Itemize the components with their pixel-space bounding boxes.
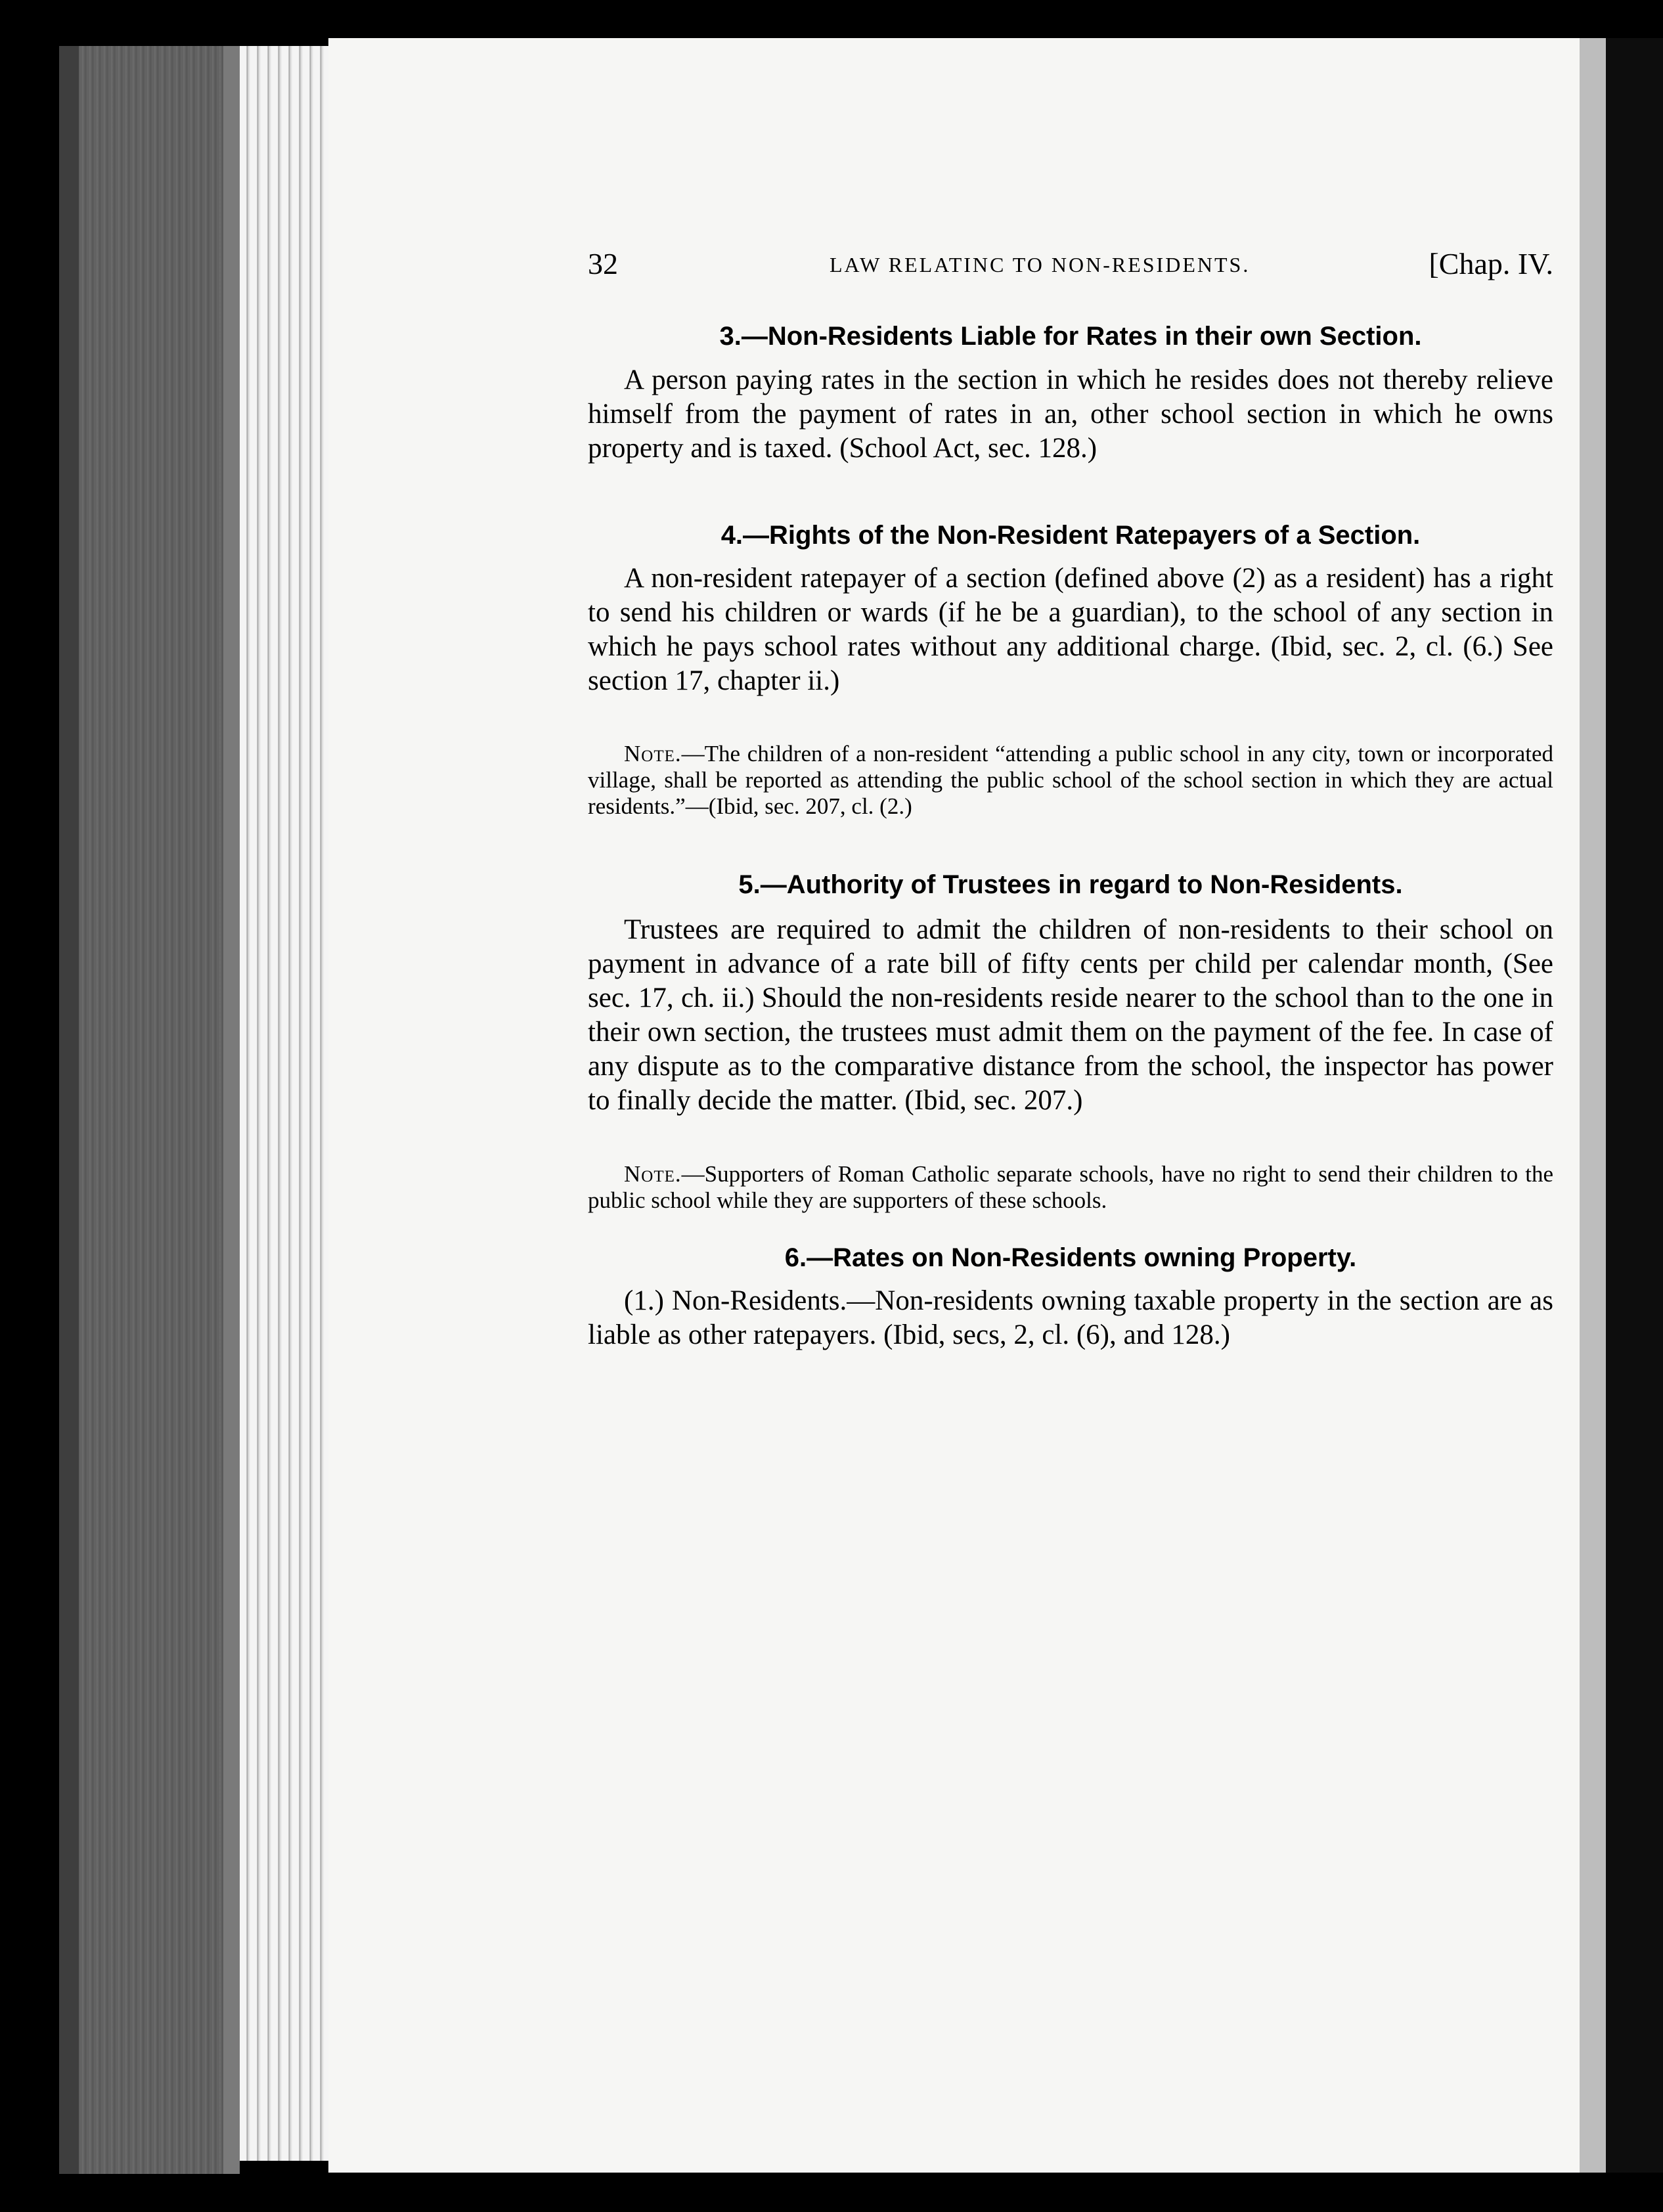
cover-shadow: [59, 46, 79, 2174]
section-4-note: [588, 741, 1553, 820]
section-5-paragraph: Trustees are required to admit the children of non-residents to their school on payment in advance of a rate bill of fifty cents per child per calendar month, (See sec. 17, ch. ii.) Should the non-residents reside nearer to the school than to the one in their own section, the trustees must admit them on the payment of the fee. In case of any dispute as to the comparative distance from the school, the inspector has power to finally decide the matter. (Ibid, sec. 207.): [588, 914, 1553, 1116]
page-number: 32: [588, 247, 618, 280]
section-3-heading: 3.—Non-Residents Liable for Rates in their own Section.: [719, 322, 1422, 351]
note-label: Note.: [624, 1161, 682, 1187]
right-margin-shadow: [1606, 38, 1663, 2173]
running-header: [588, 246, 1553, 292]
note-text: —The children of a non-resident “attending a public school in any city, town or incorporated village, shall be reported as attending the public school of the school section in which they are actual residents.”—(Ibid, sec. 207, cl. (2.): [588, 741, 1553, 819]
note-label: Note.: [624, 741, 682, 766]
page-gutter: [1580, 38, 1606, 2173]
note-text: —Supporters of Roman Catholic separate schools, have no right to send their children to the public school while they are supporters of these schools.: [588, 1161, 1553, 1213]
page-edges: [240, 46, 328, 2161]
section-5-note: [588, 1161, 1553, 1214]
running-title: LAW RELATINC TO NON-RESIDENTS.: [830, 253, 1251, 276]
section-4-paragraph: A non-resident ratepayer of a section (defined above (2) as a resident) has a right to send his children or wards (if he be a guardian), to the school of any section in which he pays school rates without any additional charge. (Ibid, sec. 2, cl. (6.) See section 17, chapter ii.): [588, 563, 1553, 696]
section-4-heading: 4.—Rights of the Non-Resident Ratepayers of a Section.: [721, 521, 1421, 550]
book-cover: [59, 46, 240, 2174]
section-5-heading: 5.—Authority of Trustees in regard to Non-Residents.: [738, 870, 1403, 899]
section-6-heading: 6.—Rates on Non-Residents owning Property.: [784, 1243, 1357, 1272]
chapter-label: [Chap. IV.: [1429, 247, 1553, 280]
section-6-paragraph: (1.) Non-Residents.—Non-residents owning taxable property in the section are as liable as other ratepayers. (Ibid, secs, 2, cl. (6), and 128.): [588, 1285, 1553, 1350]
section-3-paragraph: A person paying rates in the section in which he resides does not thereby relieve himself from the payment of rates in an, other school section in which he owns property and is taxed. (School Act, sec. 128.): [588, 365, 1553, 464]
cover-edge: [223, 46, 240, 2174]
